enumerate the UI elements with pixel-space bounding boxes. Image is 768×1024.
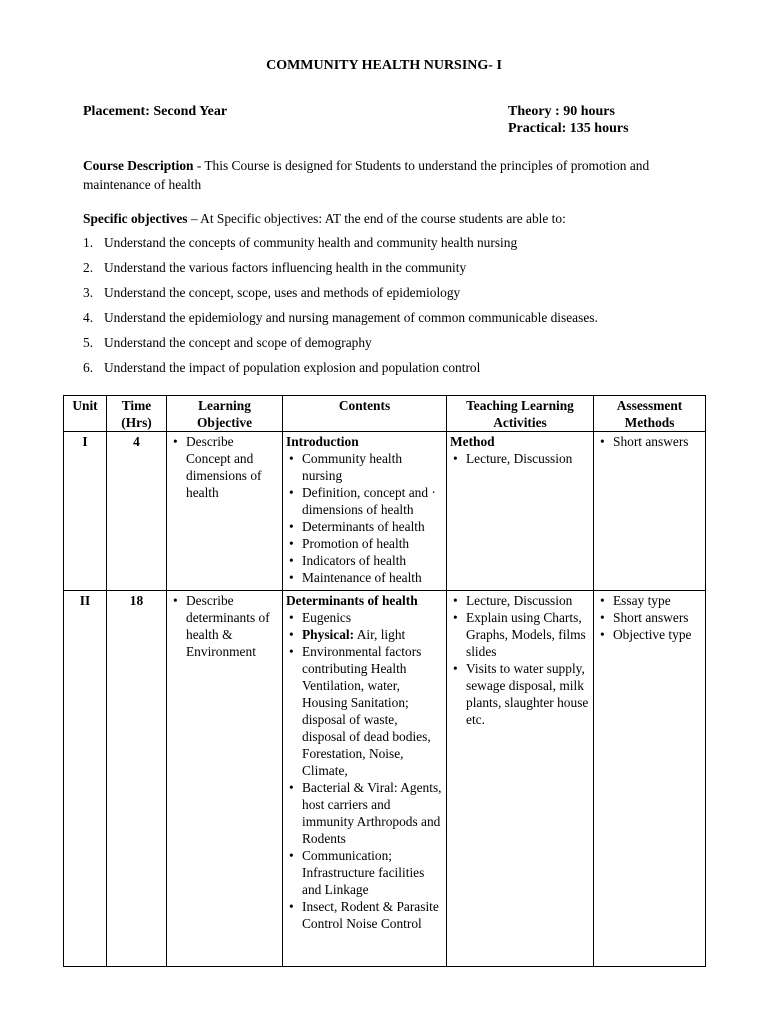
header-unit: Unit: [64, 396, 107, 432]
list-item: • Lecture, Discussion: [450, 592, 590, 609]
specific-objectives-text: – At Specific objectives: AT the end of the course students are able to:: [187, 211, 566, 226]
list-item: 6. Understand the impact of population explosion and population control: [83, 360, 481, 375]
contents-cell: [283, 591, 447, 967]
syllabus-table: [63, 395, 706, 967]
objective-text: Understand the concept, scope, uses and methods of epidemiology: [104, 285, 461, 300]
list-item: • Describe Concept and dimensions of health: [170, 433, 279, 501]
list-item: [286, 626, 443, 643]
header-assessment-methods: Assessment Methods: [594, 396, 706, 432]
list-item: 2. Understand the various factors influencing health in the community: [83, 260, 467, 275]
list-item: • Determinants of health: [286, 518, 443, 535]
table-header-row: [64, 396, 706, 432]
assessment-cell: [594, 591, 706, 967]
list-item: • Eugenics: [286, 609, 443, 626]
list-item: 5. Understand the concept and scope of demography: [83, 335, 372, 350]
course-description-label: Course Description: [83, 158, 194, 173]
course-description-text: - This Course is designed for Students to understand the principles of promotion and maintenance of health: [83, 158, 650, 192]
objective-text: Understand the various factors influencing health in the community: [104, 260, 467, 275]
list-item: • Indicators of health: [286, 552, 443, 569]
list-item: • Short answers: [597, 609, 702, 626]
physical-text: Air, light: [356, 627, 406, 642]
time-cell: 18: [107, 591, 167, 967]
objective-cell: [167, 591, 283, 967]
contents-cell: [283, 432, 447, 591]
list-item: • Describe determinants of health & Environment: [170, 592, 279, 660]
activities-heading: Method: [450, 434, 495, 449]
list-item: • Maintenance of health: [286, 569, 443, 586]
list-item: • Explain using Charts, Graphs, Models, films slides: [450, 609, 590, 660]
time-cell: 4: [107, 432, 167, 591]
page-title: COMMUNITY HEALTH NURSING- I: [266, 58, 502, 73]
objective-text: Understand the impact of population explosion and population control: [104, 360, 481, 375]
assessment-cell: [594, 432, 706, 591]
list-item: • Essay type: [597, 592, 702, 609]
activities-cell: [447, 432, 594, 591]
course-description: [83, 156, 703, 194]
list-item: • Insect, Rodent & Parasite Control Noise Control: [286, 898, 443, 932]
objective-text: Understand the concept and scope of demography: [104, 335, 372, 350]
objective-text: Understand the epidemiology and nursing management of common communicable diseases.: [104, 310, 598, 325]
activities-cell: [447, 591, 594, 967]
objective-text: Understand the concepts of community health and community health nursing: [104, 235, 518, 250]
list-item: 1. Understand the concepts of community health and community health nursing: [83, 235, 518, 250]
list-item: • Objective type: [597, 626, 702, 643]
list-item: • Visits to water supply, sewage disposal, milk plants, slaughter house etc.: [450, 660, 590, 728]
unit-cell: II: [64, 591, 107, 967]
specific-objectives-label: Specific objectives: [83, 211, 188, 226]
physical-label: Physical:: [302, 627, 355, 642]
list-item: • Environmental factors contributing Health Ventilation, water, Housing Sanitation; disposal of waste, disposal of dead bodies, Forestation, Noise, Climate,: [286, 643, 443, 779]
contents-heading: Determinants of health: [286, 593, 418, 608]
header-time: Time (Hrs): [107, 396, 167, 432]
list-item: • Community health nursing: [286, 450, 443, 484]
list-item: • Definition, concept and · dimensions of health: [286, 484, 443, 518]
contents-heading: Introduction: [286, 434, 359, 449]
list-item: 4. Understand the epidemiology and nursing management of common communicable diseases.: [83, 310, 598, 325]
list-item: 3. Understand the concept, scope, uses and methods of epidemiology: [83, 285, 461, 300]
header-contents: Contents: [283, 396, 447, 432]
hours-block: [508, 103, 629, 137]
list-item: • Communication; Infrastructure facilities and Linkage: [286, 847, 443, 898]
placement: Placement: Second Year: [83, 104, 228, 119]
list-item: • Bacterial & Viral: Agents, host carriers and immunity Arthropods and Rodents: [286, 779, 443, 847]
table-row: [64, 591, 706, 967]
objective-cell: [167, 432, 283, 591]
list-item: • Short answers: [597, 433, 702, 450]
list-item: • Promotion of health: [286, 535, 443, 552]
unit-cell: I: [64, 432, 107, 591]
objectives-list: [83, 234, 598, 384]
header-teaching-activities: Teaching Learning Activities: [447, 396, 594, 432]
practical-hours: Practical: 135 hours: [508, 121, 629, 136]
table-row: [64, 432, 706, 591]
theory-hours: Theory : 90 hours: [508, 104, 615, 119]
header-learning-objective: Learning Objective: [167, 396, 283, 432]
list-item: • Lecture, Discussion: [450, 450, 590, 467]
specific-objectives: [83, 210, 703, 227]
